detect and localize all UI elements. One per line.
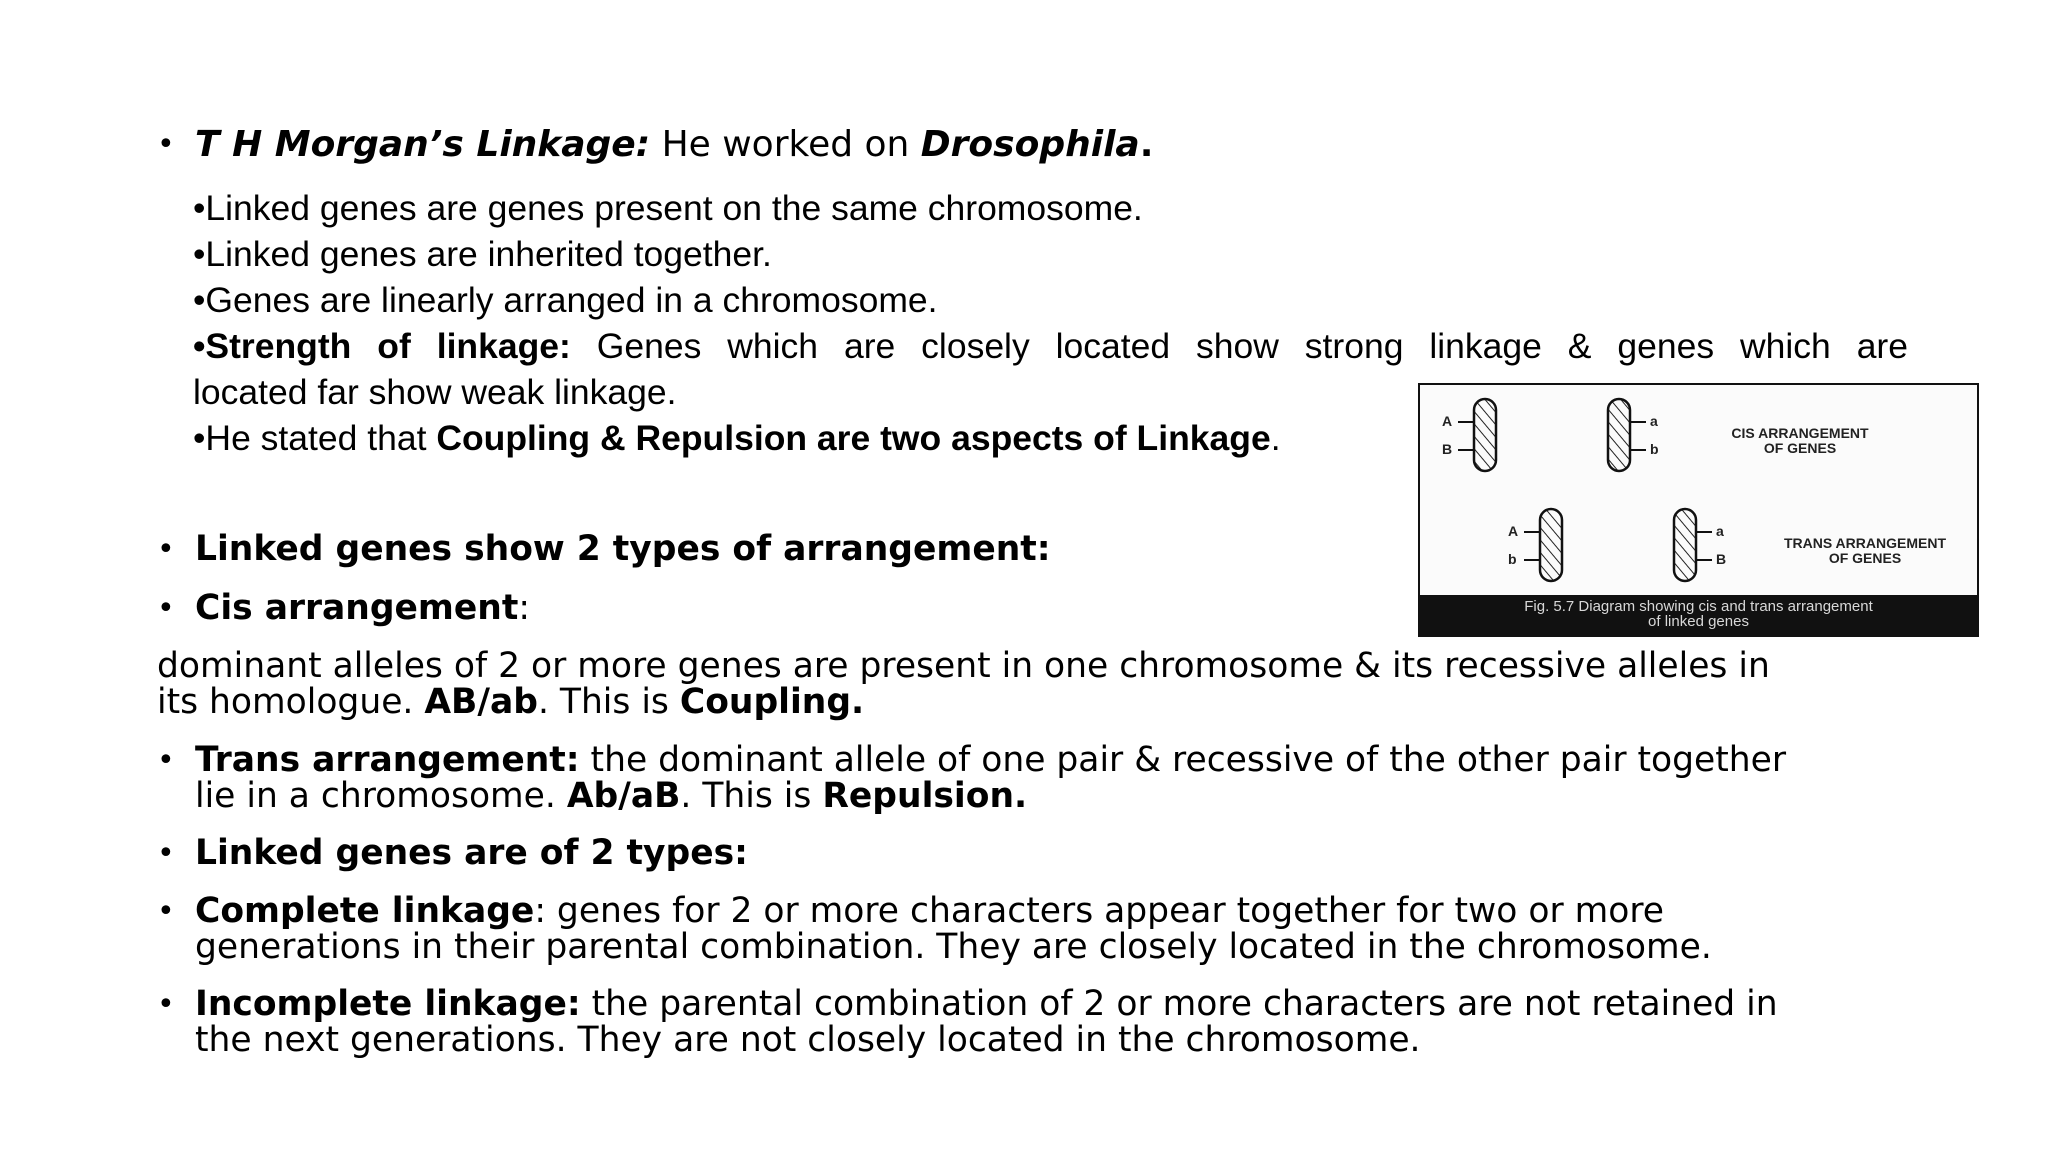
morgan-title: T H Morgan’s Linkage: xyxy=(195,124,651,165)
repulsion-term: Repulsion. xyxy=(822,776,1028,816)
sub-point-5-end: . xyxy=(1270,418,1281,458)
bullet: • xyxy=(157,987,175,1022)
arrangement-heading: Linked genes show 2 types of arrangement: xyxy=(195,529,1051,569)
types-heading: Linked genes are of 2 types: xyxy=(195,833,748,873)
gene-label-b: b xyxy=(1508,551,1517,567)
organism-name: Drosophila xyxy=(920,124,1140,165)
gene-label-B: B xyxy=(1716,551,1727,567)
trans-title: TRANS ARRANGEMENT OF GENES xyxy=(1783,535,1947,566)
cis-line-1: dominant alleles of 2 or more genes are present in one chromosome & its recessive alleles in xyxy=(157,646,1770,686)
cis-trans-figure xyxy=(1418,383,1979,637)
gene-label-a: a xyxy=(1650,413,1658,429)
figure-caption: Fig. 5.7 Diagram showing cis and trans arrangement of linked genes xyxy=(1420,595,1977,635)
chromosome-diagram xyxy=(1420,385,1979,599)
sub-point-5-text: •He stated that xyxy=(193,418,437,458)
complete-line-1: Complete linkage: genes for 2 or more characters appear together for two or more xyxy=(195,891,1664,931)
cis-genotype: AB/ab xyxy=(424,682,538,722)
trans-line-1: Trans arrangement: the dominant allele of one pair & recessive of the other pair together xyxy=(195,740,1787,780)
trans-label: Trans arrangement: xyxy=(195,740,580,780)
incomplete-line-1: Incomplete linkage: the parental combination of 2 or more characters are not retained in xyxy=(195,984,1778,1024)
gene-label-a: a xyxy=(1716,523,1724,539)
complete-label: Complete linkage xyxy=(195,891,535,931)
bullet: • xyxy=(157,127,175,162)
sub-point-2: •Linked genes are inherited together. xyxy=(193,234,772,274)
morgan-text: He worked on xyxy=(650,124,921,165)
incomplete-line-2: the next generations. They are not closely located in the chromosome. xyxy=(195,1020,1421,1060)
morgan-end: . xyxy=(1139,124,1154,165)
sub-point-4-cont: located far show weak linkage. xyxy=(193,372,677,412)
bullet: • xyxy=(157,894,175,929)
cis-label: Cis arrangement xyxy=(195,588,519,628)
strength-label: •Strength of linkage: xyxy=(193,326,571,366)
morgan-heading xyxy=(195,124,1153,165)
cis-chromosome-2 xyxy=(1608,399,1646,471)
sub-point-1: •Linked genes are genes present on the same chromosome. xyxy=(193,188,1143,228)
trans-genotype: Ab/aB xyxy=(566,776,681,816)
cis-line-2: its homologue. AB/ab. This is Coupling. xyxy=(157,682,865,722)
bullet: • xyxy=(157,532,175,567)
bullet: • xyxy=(157,591,175,626)
sub-point-3: •Genes are linearly arranged in a chromosome. xyxy=(193,280,938,320)
bullet: • xyxy=(157,743,175,778)
trans-chromosome-2 xyxy=(1674,509,1712,581)
bullet: • xyxy=(157,836,175,871)
trans-line-2: lie in a chromosome. Ab/aB. This is Repulsion. xyxy=(195,776,1028,816)
coupling-term: Coupling. xyxy=(679,682,865,722)
gene-label-A: A xyxy=(1442,413,1453,429)
complete-line-2: generations in their parental combination. They are closely located in the chromosome. xyxy=(195,927,1712,967)
trans-chromosome-1 xyxy=(1524,509,1562,581)
gene-label-A: A xyxy=(1508,523,1519,539)
gene-label-b: b xyxy=(1650,441,1659,457)
cis-heading: Cis arrangement: xyxy=(195,588,530,628)
sub-point-5-bold: Coupling & Repulsion are two aspects of Linkage xyxy=(436,418,1271,458)
cis-chromosome-1 xyxy=(1458,399,1496,471)
incomplete-label: Incomplete linkage: xyxy=(195,984,581,1024)
gene-label-B: B xyxy=(1442,441,1453,457)
strength-text: Genes which are closely located show strong linkage & genes which are xyxy=(570,326,1908,366)
sub-point-4 xyxy=(193,323,1908,369)
cis-title: CIS ARRANGEMENT OF GENES xyxy=(1731,425,1869,456)
